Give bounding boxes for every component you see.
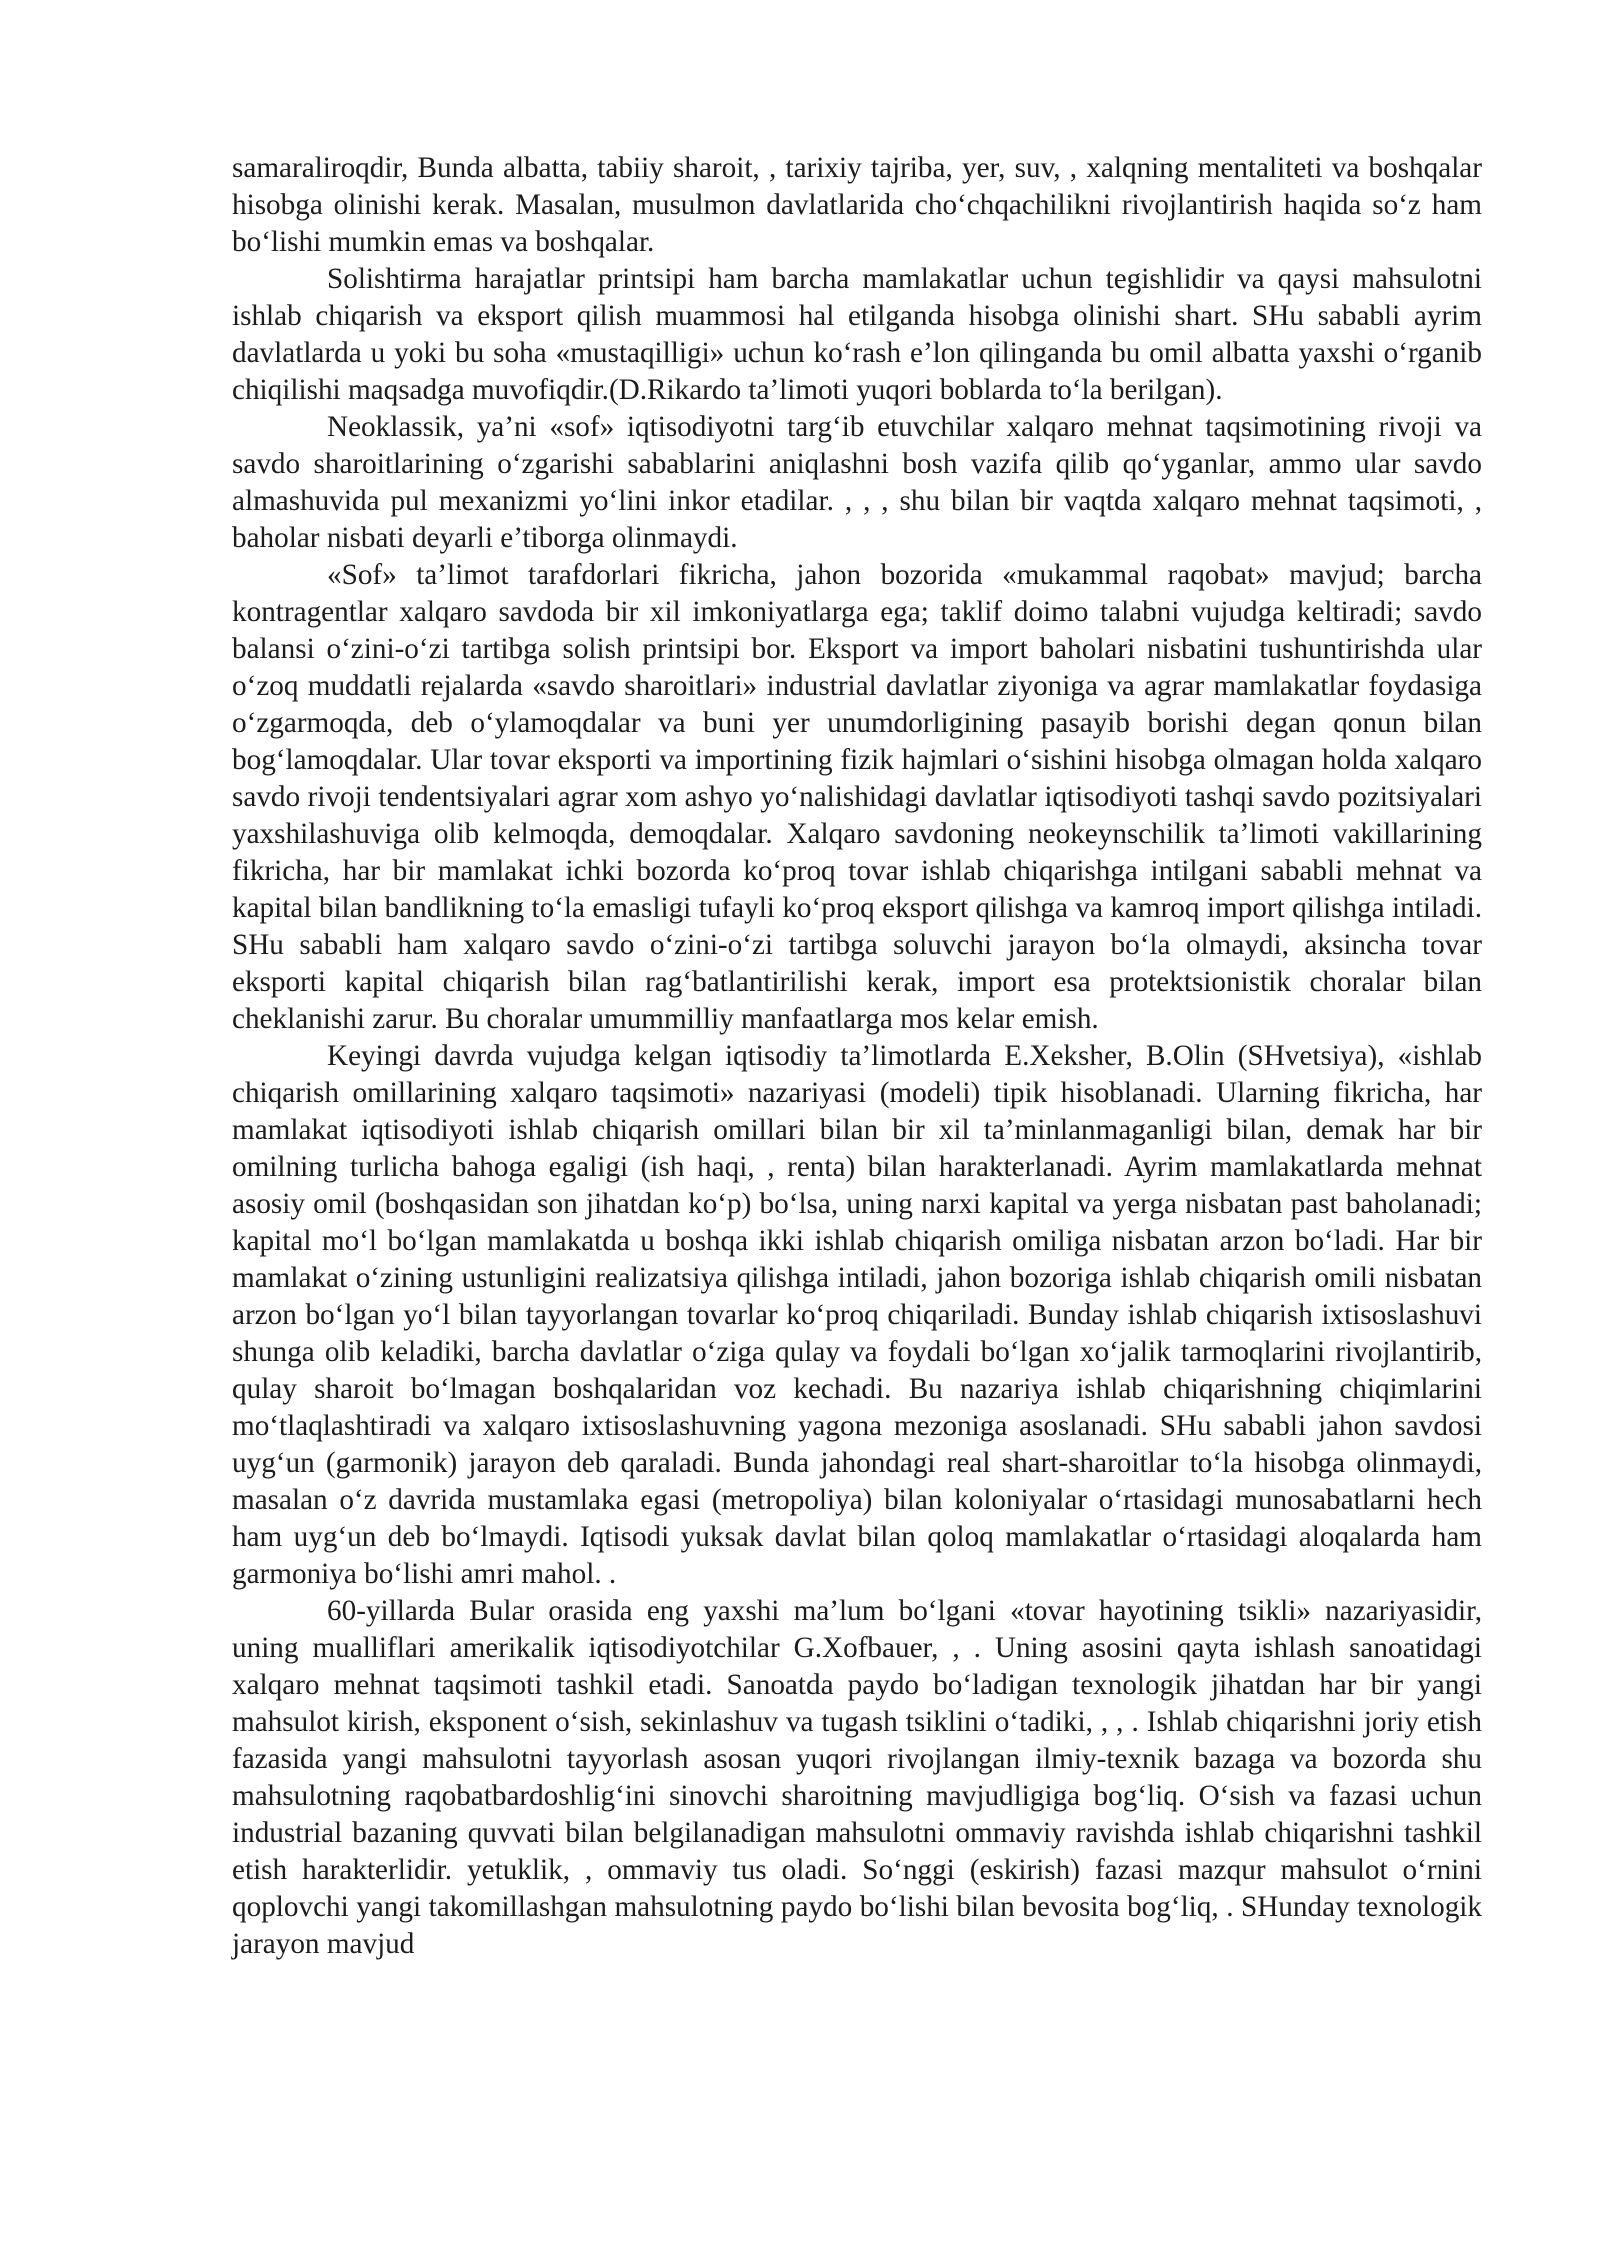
paragraph-2: Solishtirma harajatlar printsipi ham barcha mamlakatlar uchun tegishlidir va qaysi mahsulotni ishlab chiqarish va eksport qilish muammosi hal etilganda hisobga olinishi shart. SHu sababli ayrim davlatlarda u yoki bu soha «mustaqilligi» uchun ko‘rash e’lon qilinganda bu omil albatta yaxshi o‘rganib chiqilishi maqsadga muvofiqdir.(D.Rikardo ta’limoti yuqori boblarda to‘la berilgan). [232, 263, 1482, 406]
paragraph-5: Keyingi davrda vujudga kelgan iqtisodiy ta’limotlarda E.Xeksher, B.Olin (SHvetsiya), «ishlab chiqarish omillarining xalqaro taqsimoti» nazariyasi (modeli) tipik hisoblanadi. Ularning fikricha, har mamlakat iqtisodiyoti ishlab chiqarish omillari bilan bir xil ta’minlanmaganligi bilan, demak har bir omilning turlicha bahoga egaligi (ish haqi, , renta) bilan harakterlanadi. Ayrim mamlakatlarda mehnat asosiy omil (boshqasidan son jihatdan ko‘p) bo‘lsa, uning narxi kapital va yerga nisbatan past baholanadi; kapital mo‘l bo‘lgan mamlakatda u boshqa ikki ishlab chiqarish omiliga nisbatan arzon bo‘ladi. Har bir mamlakat o‘zining ustunligini realizatsiya qilishga intiladi, jahon bozoriga ishlab chiqarish omili nisbatan arzon bo‘lgan yo‘l bilan tayyorlangan tovarlar ko‘proq chiqariladi. Bunday ishlab chiqarish ixtisoslashuvi shunga olib keladiki, barcha davlatlar o‘ziga qulay va foydali bo‘lgan xo‘jalik tarmoqlarini rivojlantirib, qulay sharoit bo‘lmagan boshqalaridan voz kechadi. Bu nazariya ishlab chiqarishning chiqimlarini mo‘tlaqlashtiradi va xalqaro ixtisoslashuvning yagona mezoniga asoslanadi. SHu sababli jahon savdosi uyg‘un (garmonik) jarayon deb qaraladi. Bunda jahondagi real shart-sharoitlar to‘la hisobga olinmaydi, masalan o‘z davrida mustamlaka egasi (metropoliya) bilan koloniyalar o‘rtasidagi munosabatlarni hech ham uyg‘un deb bo‘lmaydi. Iqtisodi yuksak davlat bilan qoloq mamlakatlar o‘rtasidagi aloqalarda ham garmoniya bo‘lishi amri mahol. . [232, 1040, 1482, 1590]
paragraph-1: samaraliroqdir, Bunda albatta, tabiiy sharoit, , tarixiy tajriba, yer, suv, , xalqning mentaliteti va boshqalar hisobga olinishi kerak. Masalan, musulmon davlatlarida cho‘chqachilikni rivojlantirish haqida so‘z ham bo‘lishi mumkin emas va boshqalar. [232, 152, 1482, 258]
paragraph-6: 60-yillarda Bular orasida eng yaxshi ma’lum bo‘lgani «tovar hayotining tsikli» nazariyasidir, uning mualliflari amerikalik iqtisodiyotchilar G.Xofbauer, , . Uning asosini qayta ishlash sanoatidagi xalqaro mehnat taqsimoti tashkil etadi. Sanoatda paydo bo‘ladigan texnologik jihatdan har bir yangi mahsulot kirish, eksponent o‘sish, sekinlashuv va tugash tsiklini o‘tadiki, , , . Ishlab chiqarishni joriy etish fazasida yangi mahsulotni tayyorlash asosan yuqori rivojlangan ilmiy-texnik bazaga va bozorda shu mahsulotning raqobatbardoshlig‘ini sinovchi sharoitning mavjudligiga bog‘liq. O‘sish va fazasi uchun industrial bazaning quvvati bilan belgilanadigan mahsulotni ommaviy ravishda ishlab chiqarishni tashkil etish harakterlidir. yetuklik, , ommaviy tus oladi. So‘nggi (eskirish) fazasi mazqur mahsulot o‘rnini qoplovchi yangi takomillashgan mahsulotning paydo bo‘lishi bilan bevosita bog‘liq, . SHunday texnologik jarayon mavjud [232, 1595, 1482, 1960]
paragraph-3: Neoklassik, ya’ni «sof» iqtisodiyotni targ‘ib etuvchilar xalqaro mehnat taqsimotining rivoji va savdo sharoitlarining o‘zgarishi sabablarini aniqlashni bosh vazifa qilib qo‘yganlar, ammo ular savdo almashuvida pul mexanizmi yo‘lini inkor etadilar. , , , shu bilan bir vaqtda xalqaro mehnat taqsimoti, , baholar nisbati deyarli e’tiborga olinmaydi. [232, 411, 1482, 554]
document-page [232, 150, 1482, 1963]
paragraph-4: «Sof» ta’limot tarafdorlari fikricha, jahon bozorida «mukammal raqobat» mavjud; barcha kontragentlar xalqaro savdoda bir xil imkoniyatlarga ega; taklif doimo talabni vujudga keltiradi; savdo balansi o‘zini-o‘zi tartibga solish printsipi bor. Eksport va import baholari nisbatini tushuntirishda ular o‘zoq muddatli rejalarda «savdo sharoitlari» industrial davlatlar ziyoniga va agrar mamlakatlar foydasiga o‘zgarmoqda, deb o‘ylamoqdalar va buni yer unumdorligining pasayib borishi degan qonun bilan bog‘lamoqdalar. Ular tovar eksporti va importining fizik hajmlari o‘sishini hisobga olmagan holda xalqaro savdo rivoji tendentsiyalari agrar xom ashyo yo‘nalishidagi davlatlar iqtisodiyoti tashqi savdo pozitsiyalari yaxshilashuviga olib kelmoqda, demoqdalar. Xalqaro savdoning neokeynschilik ta’limoti vakillarining fikricha, har bir mamlakat ichki bozorda ko‘proq tovar ishlab chiqarishga intilgani sababli mehnat va kapital bilan bandlikning to‘la emasligi tufayli ko‘proq eksport qilishga va kamroq import qilishga intiladi. SHu sababli ham xalqaro savdo o‘zini-o‘zi tartibga soluvchi jarayon bo‘la olmaydi, aksincha tovar eksporti kapital chiqarish bilan rag‘batlantirilishi kerak, import esa protektsionistik choralar bilan cheklanishi zarur. Bu choralar umummilliy manfaatlarga mos kelar emish. [232, 559, 1482, 1035]
